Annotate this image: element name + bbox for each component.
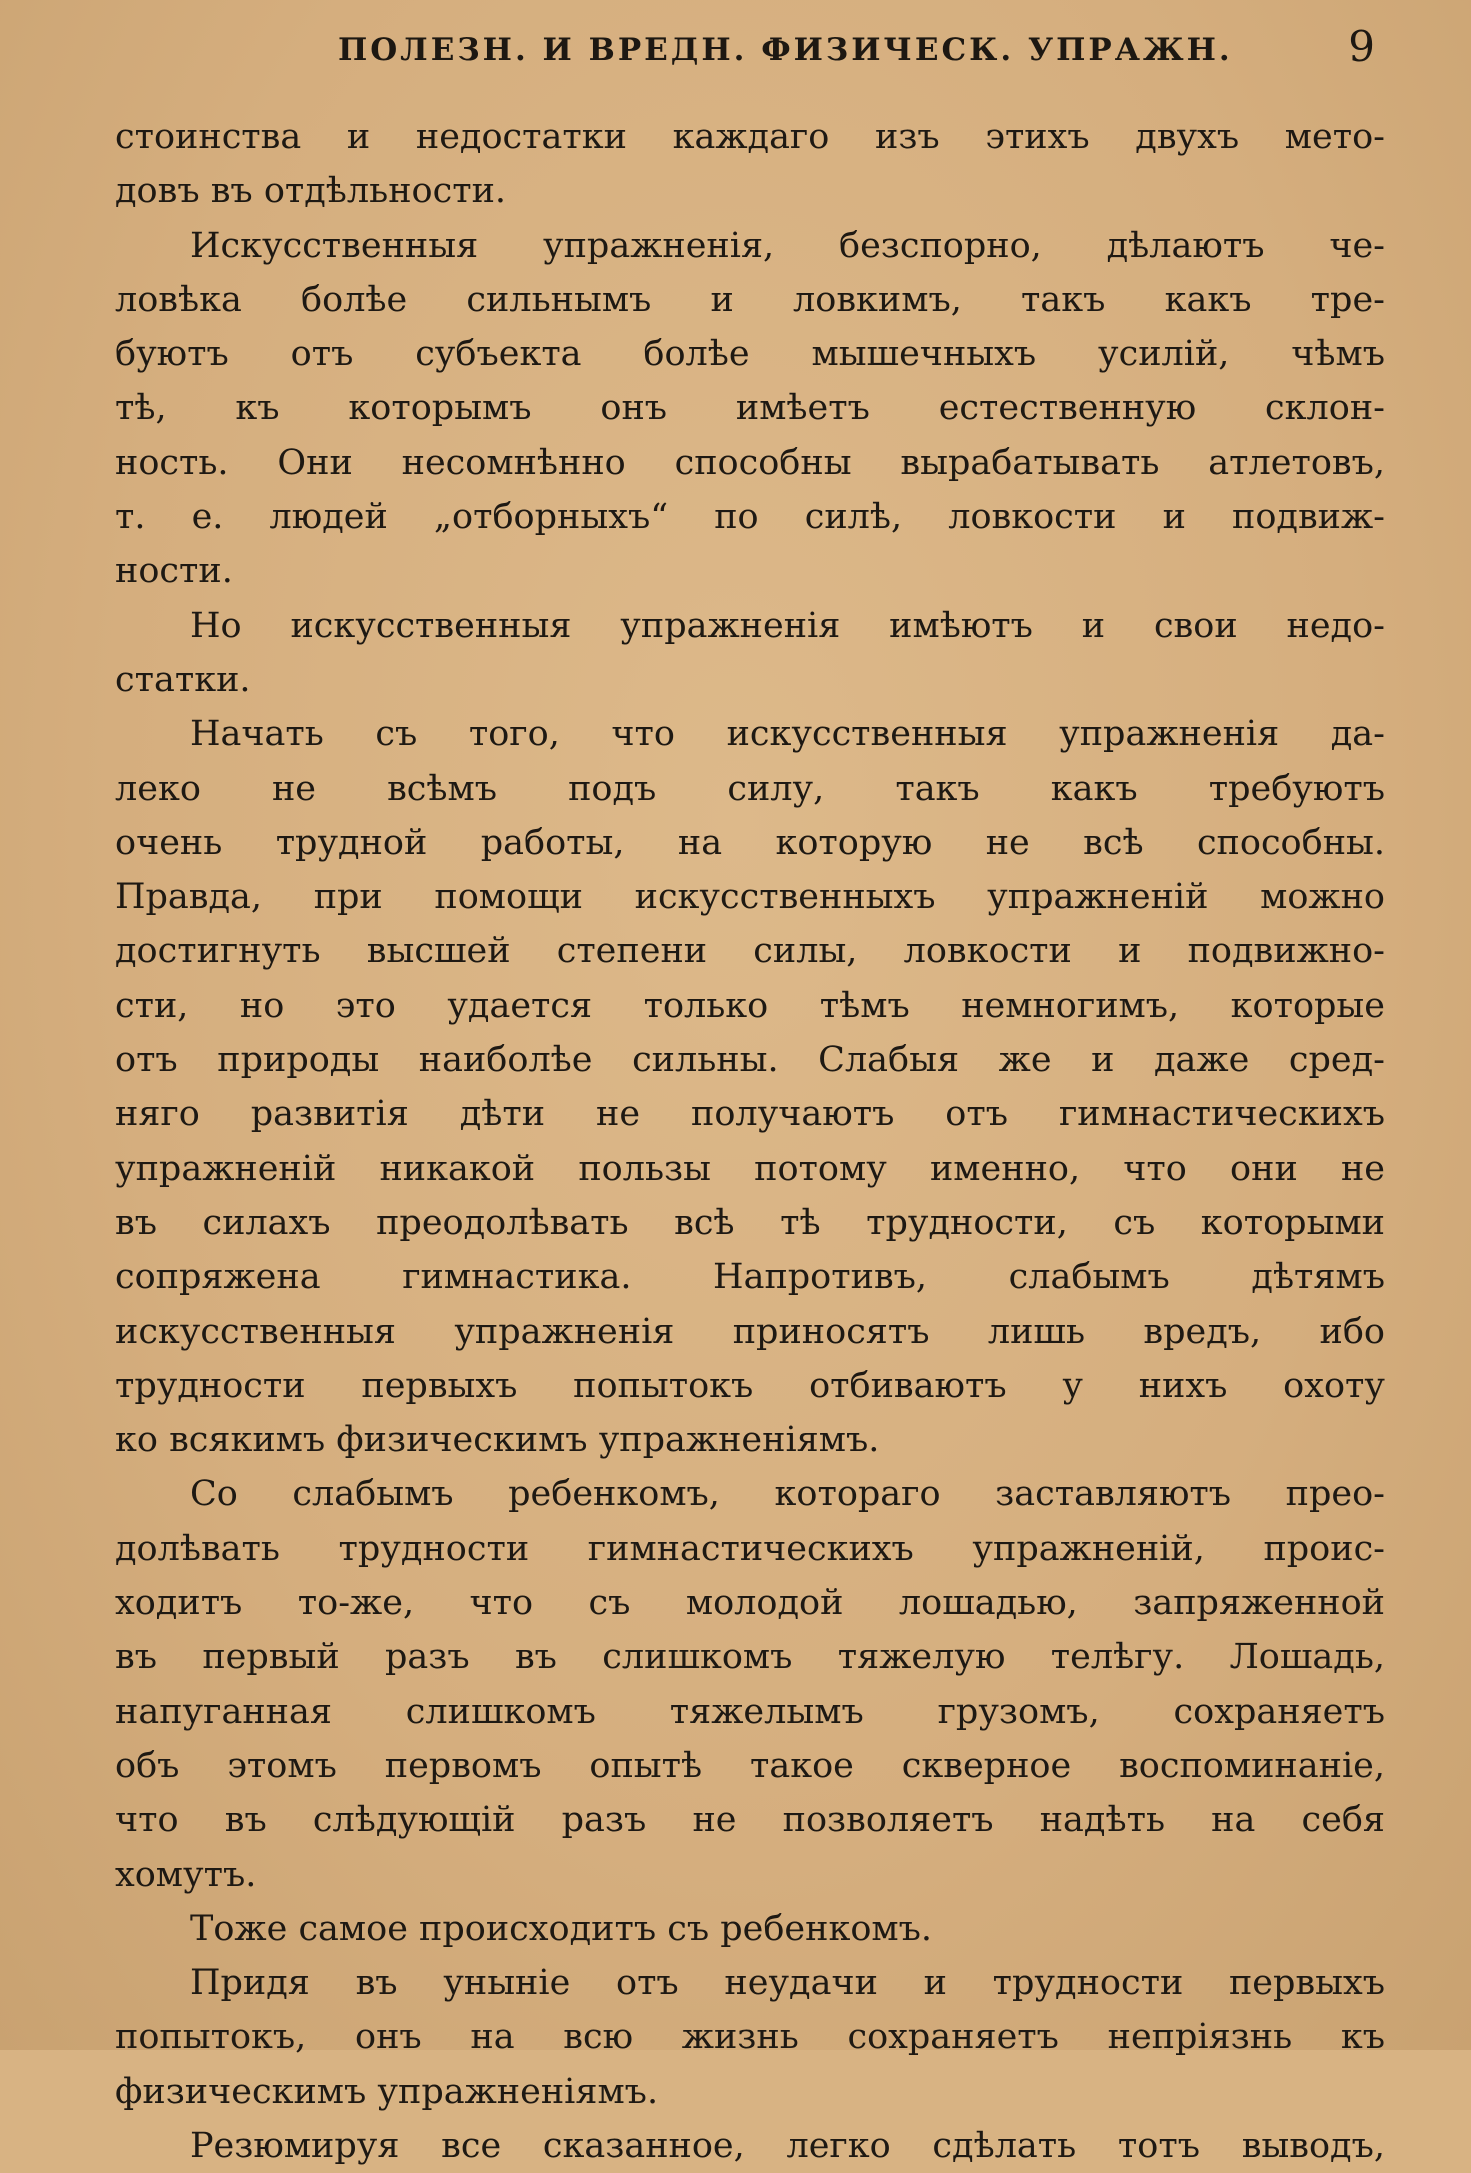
text-line: леко не всѣмъ подъ силу, такъ какъ требуютъ [115,768,1385,809]
text-line: достигнуть высшей степени силы, ловкости и подвижно- [115,931,1385,972]
page-number: 9 [1348,22,1375,71]
text-line: искусственныя упражненія приносятъ лишь вредъ, ибо [115,1311,1385,1352]
text-line: въ первый разъ въ слишкомъ тяжелую телѣгу. Лошадь, [115,1637,1385,1678]
text-line: тѣ, къ которымъ онъ имѣетъ естественную склон- [115,388,1385,429]
text-line: упражненій никакой пользы потому именно, что они не [115,1148,1385,1189]
text-line: стоинства и недостатки каждаго изъ этихъ двухъ мето- [115,117,1385,157]
text-line: т. е. людей „отборныхъ“ по силѣ, ловкости и подвиж- [115,497,1385,538]
text-line: ность. Они несомнѣнно способны вырабатывать атлетовъ, [115,442,1385,483]
text-line: сти, но это удается только тѣмъ немногимъ, которые [115,985,1385,1026]
text-line: хомутъ. [115,1854,257,1895]
text-line: въ силахъ преодолѣвать всѣ тѣ трудности, съ которыми [115,1202,1385,1243]
text-line: Резюмируя все сказанное, легко сдѣлать тотъ выводъ, [190,2125,1385,2166]
text-line: Но искусственныя упражненія имѣютъ и свои недо- [190,605,1385,646]
text-line: Начать съ того, что искусственныя упражненія да- [190,714,1385,755]
text-line: трудности первыхъ попытокъ отбиваютъ у нихъ охоту [115,1365,1385,1406]
text-line: Придя въ уныніе отъ неудачи и трудности первыхъ [190,1963,1385,2004]
text-line: очень трудной работы, на которую не всѣ способны. [115,822,1385,863]
text-line: сопряжена гимнастика. Напротивъ, слабымъ дѣтямъ [115,1257,1385,1298]
text-line: Правда, при помощи искусственныхъ упражненій можно [115,877,1385,918]
text-line: отъ природы наиболѣе сильны. Слабыя же и даже сред- [115,1040,1385,1081]
text-line: физическимъ упражненіямъ. [115,2071,659,2112]
body-text [115,110,1385,2173]
text-line: буютъ отъ субъекта болѣе мышечныхъ усилій, чѣмъ [115,334,1385,375]
text-line: ловѣка болѣе сильнымъ и ловкимъ, такъ какъ тре- [115,279,1385,320]
text-line: напуганная слишкомъ тяжелымъ грузомъ, сохраняетъ [115,1691,1385,1732]
text-line: что въ слѣдующій разъ не позволяетъ надѣть на себя [115,1800,1385,1841]
text-line: Со слабымъ ребенкомъ, котораго заставляютъ прео- [190,1474,1385,1515]
running-title: ПОЛЕЗН. И ВРЕДН. ФИЗИЧЕСК. УПРАЖН. [338,32,1233,68]
text-line: Искусственныя упражненія, безспорно, дѣлаютъ че- [190,225,1385,266]
text-line: долѣвать трудности гимнастическихъ упражненій, проис- [115,1528,1385,1569]
text-line: Тоже самое происходитъ съ ребенкомъ. [190,1908,933,1949]
text-line: довъ въ отдѣльности. [115,171,507,212]
text-line: няго развитія дѣти не получаютъ отъ гимнастическихъ [115,1094,1385,1135]
text-line: ности. [115,551,233,592]
text-line: попытокъ, онъ на всю жизнь сохраняетъ непріязнь къ [115,2017,1385,2058]
page-header [115,22,1375,82]
text-line: статки. [115,659,251,700]
text-line: ходитъ то-же, что съ молодой лошадью, запряженной [115,1583,1385,1624]
text-line: ко всякимъ физическимъ упражненіямъ. [115,1420,880,1461]
text-line: объ этомъ первомъ опытѣ такое скверное воспоминаніе, [115,1745,1385,1786]
